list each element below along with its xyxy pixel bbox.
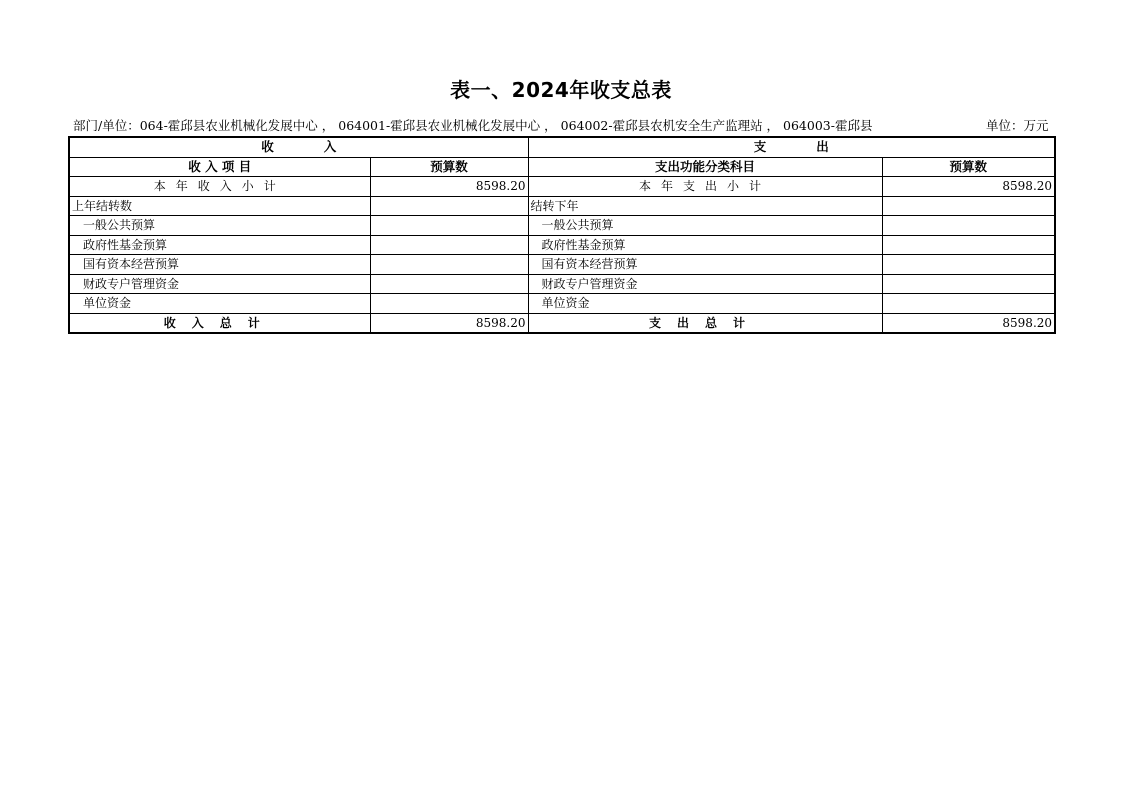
income-value [370,235,528,255]
income-subtotal-value: 8598.20 [370,177,528,197]
income-value [370,274,528,294]
subtotal-row [69,177,1055,197]
table-row [69,196,1055,216]
expense-subtotal-label: 本年支出小计 [528,177,882,197]
income-item: 单位资金 [69,294,370,314]
income-item: 上年结转数 [69,196,370,216]
table-row [69,235,1055,255]
expense-item: 一般公共预算 [528,216,882,236]
income-item: 国有资本经营预算 [69,255,370,275]
income-value [370,196,528,216]
income-group-header: 收 入 [69,137,528,157]
expense-item: 国有资本经营预算 [528,255,882,275]
expense-value [882,235,1055,255]
expense-total-label: 支出总计 [528,313,882,333]
expense-value [882,255,1055,275]
expense-value [882,274,1055,294]
expense-value [882,216,1055,236]
unit-label: 单位：万元 [986,118,1049,133]
income-value [370,255,528,275]
column-header-row [69,157,1055,177]
income-budget-header: 预算数 [370,157,528,177]
page-title: 表一、2024年收支总表 [450,78,672,102]
total-row [69,313,1055,333]
expense-subtotal-value: 8598.20 [882,177,1055,197]
income-item-header: 收 入 项 目 [69,157,370,177]
expense-budget-header: 预算数 [882,157,1055,177]
expense-item: 结转下年 [528,196,882,216]
expense-total-value: 8598.20 [882,313,1055,333]
budget-summary-table [68,136,1056,334]
table-row [69,255,1055,275]
group-header-row [69,137,1055,157]
income-item: 财政专户管理资金 [69,274,370,294]
table-row [69,216,1055,236]
income-total-value: 8598.20 [370,313,528,333]
expense-group-header: 支 出 [528,137,1055,157]
table-row [69,294,1055,314]
expense-value [882,196,1055,216]
income-value [370,216,528,236]
expense-item: 政府性基金预算 [528,235,882,255]
income-total-label: 收入总计 [69,313,370,333]
expense-value [882,294,1055,314]
expense-item-header: 支出功能分类科目 [528,157,882,177]
expense-item: 财政专户管理资金 [528,274,882,294]
expense-item: 单位资金 [528,294,882,314]
income-subtotal-label: 本年收入小计 [69,177,370,197]
income-item: 一般公共预算 [69,216,370,236]
table-row [69,274,1055,294]
income-value [370,294,528,314]
department-info: 部门/单位：064-霍邱县农业机械化发展中心 ， 064001-霍邱县农业机械化发展中心 ， 064002-霍邱县农机安全生产监理站 ， 064003-霍邱县 [73,118,873,133]
income-item: 政府性基金预算 [69,235,370,255]
